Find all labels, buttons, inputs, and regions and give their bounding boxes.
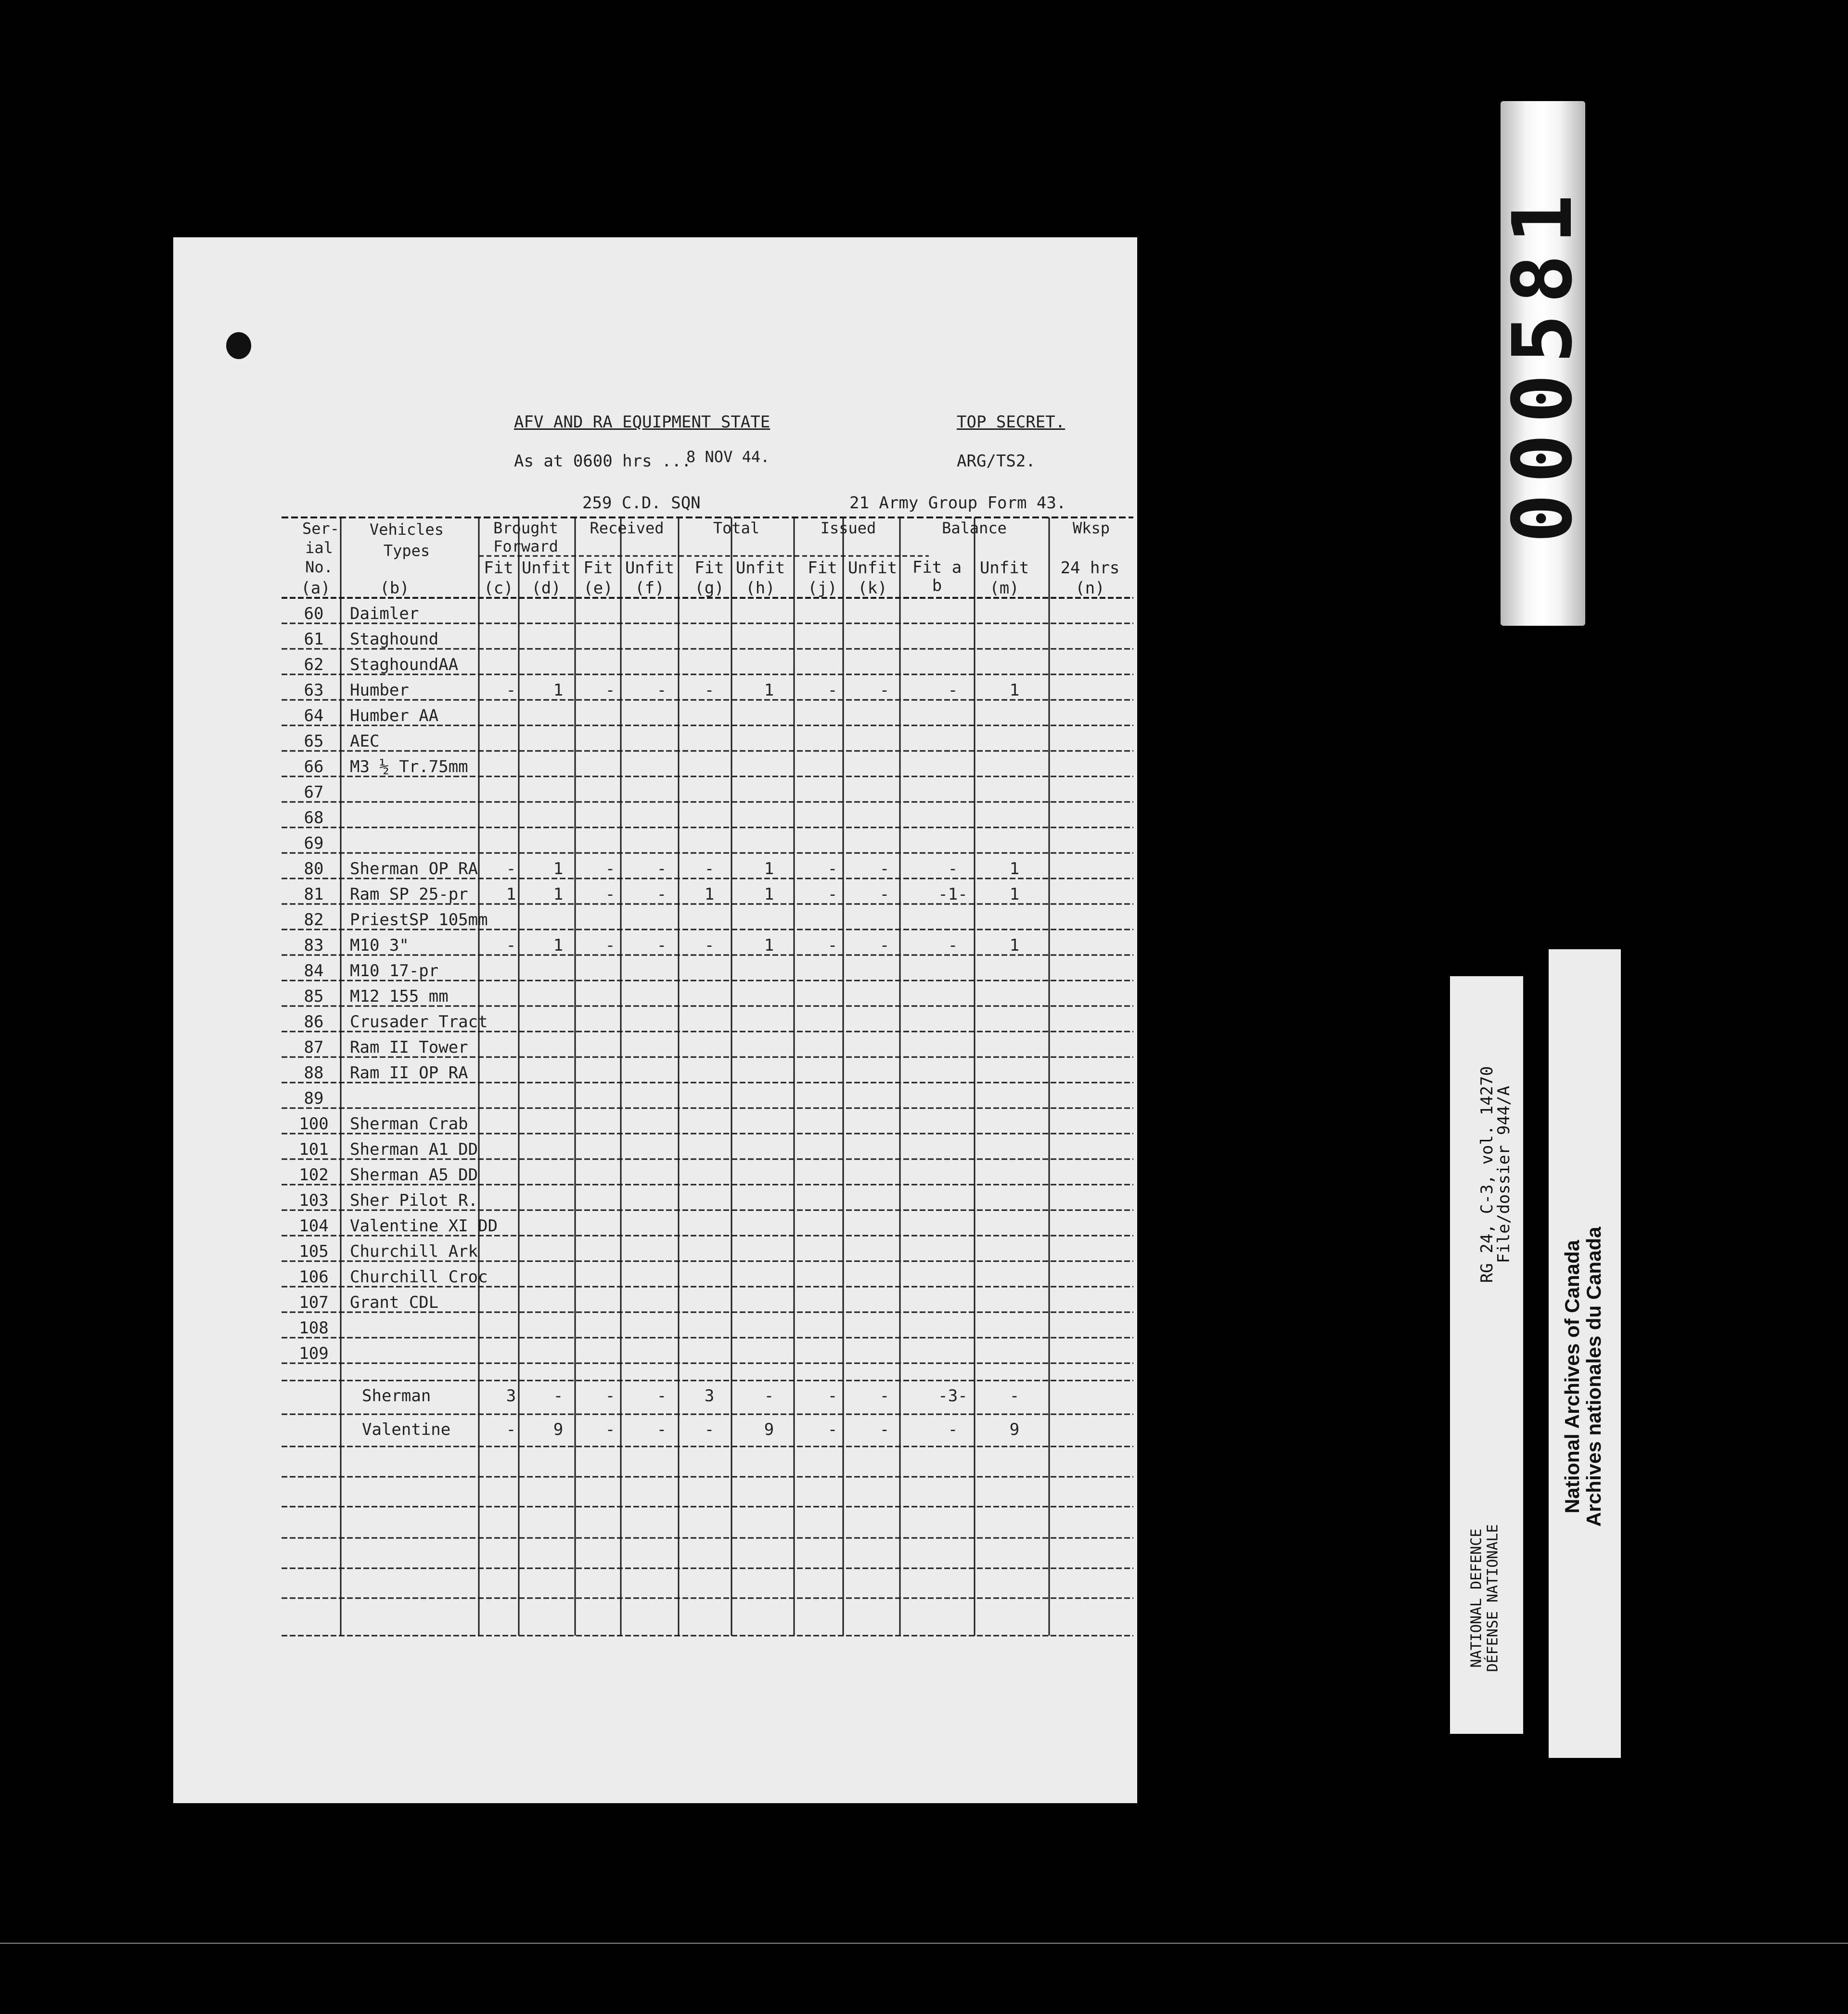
subheader-fit: Fit — [484, 558, 513, 578]
vehicle-type: PriestSP 105mm — [350, 910, 488, 930]
department-line-2: DÉFENSE NATIONALE — [1484, 1524, 1502, 1672]
value-cell: 1 — [1009, 859, 1020, 878]
serial-number: 86 — [304, 1012, 324, 1032]
vehicle-type: Ram II Tower — [350, 1038, 468, 1057]
vehicle-type: Staghound — [350, 630, 439, 649]
serial-number: 102 — [299, 1165, 329, 1185]
vehicle-type: Sherman Crab — [350, 1114, 468, 1134]
serial-number: 84 — [304, 961, 324, 981]
value-cell: - — [605, 681, 616, 700]
serial-number: 108 — [299, 1318, 329, 1338]
value-cell: 9 — [1009, 1420, 1020, 1439]
value-cell: 1 — [764, 936, 774, 955]
serial-number: 63 — [304, 681, 324, 700]
header-balance: Balance — [942, 519, 1007, 537]
serial-number: 60 — [304, 604, 324, 623]
serial-number: 100 — [299, 1114, 329, 1134]
serial-number: 85 — [304, 987, 324, 1006]
value-cell: - — [879, 1386, 890, 1406]
col-letter-m: (m) — [989, 579, 1019, 598]
reference-line-2: File/dossier 944/A — [1494, 1085, 1514, 1264]
value-cell: 1 — [1009, 936, 1020, 955]
value-cell: - — [506, 936, 516, 955]
serial-number: 82 — [304, 910, 324, 930]
value-cell: - — [948, 936, 958, 955]
vehicle-type: M10 17-pr — [350, 961, 439, 981]
value-cell: 1 — [553, 885, 564, 904]
value-cell: 1 — [553, 936, 564, 955]
header-issued: Issued — [820, 519, 876, 537]
col-letter-f: (f) — [635, 579, 665, 598]
header-wksp: Wksp — [1072, 519, 1110, 537]
subheader-fit: Fit — [808, 558, 837, 578]
subheader-unfit: Unfit — [521, 558, 571, 578]
as-at-label: As at 0600 hrs ... — [514, 452, 692, 471]
vehicle-type: Sherman A1 DD — [350, 1140, 478, 1159]
value-cell: 1 — [553, 859, 564, 878]
value-cell: - — [506, 681, 516, 700]
value-cell: - — [605, 936, 616, 955]
vehicle-type: Valentine XI DD — [350, 1216, 498, 1236]
value-cell: 1 — [764, 885, 774, 904]
vehicle-type: Sherman A5 DD — [350, 1165, 478, 1185]
subheader-unfit: Unfit — [625, 558, 675, 578]
value-cell: 1 — [1009, 681, 1020, 700]
value-cell: - — [879, 681, 890, 700]
serial-number: 65 — [304, 732, 324, 751]
value-cell: -3- — [938, 1386, 968, 1406]
vehicle-type: M12 155 mm — [350, 987, 449, 1006]
value-cell: - — [879, 885, 890, 904]
col-letter-h: (h) — [745, 579, 775, 598]
vehicle-type: Churchill Ark — [350, 1242, 478, 1261]
vehicle-type: AEC — [350, 732, 380, 751]
value-cell: - — [605, 885, 616, 904]
serial-number: 101 — [299, 1140, 329, 1159]
value-cell: - — [948, 1420, 958, 1439]
value-cell: - — [506, 1420, 516, 1439]
vehicle-type: Grant CDL — [350, 1293, 439, 1312]
value-cell: - — [656, 681, 667, 700]
col-letter-b: (b) — [380, 579, 410, 598]
vehicle-type: Churchill Croc — [350, 1267, 488, 1287]
subheader-unfit: Unfit — [847, 558, 898, 578]
subheader-unfit: Unfit — [735, 558, 785, 578]
vehicle-type: M10 3" — [350, 936, 409, 955]
serial-number: 80 — [304, 859, 324, 878]
subheader-fit-ab: Fit a b — [912, 558, 962, 595]
header-received: Received — [590, 519, 664, 537]
department-line-1: NATIONAL DEFENCE — [1468, 1528, 1485, 1668]
archives-name-fr: Archives nationales du Canada — [1582, 1226, 1605, 1527]
serial-number: 67 — [304, 783, 324, 802]
document-title: AFV AND RA EQUIPMENT STATE — [514, 413, 770, 432]
value-cell: - — [506, 859, 516, 878]
form-number: 21 Army Group Form 43. — [849, 493, 1066, 513]
value-cell: - — [827, 1420, 838, 1439]
serial-number: 103 — [299, 1191, 329, 1210]
value-cell: - — [656, 859, 667, 878]
value-cell: - — [879, 859, 890, 878]
serial-number: 107 — [299, 1293, 329, 1312]
subheader-fit: Fit — [694, 558, 724, 578]
serial-number: 68 — [304, 808, 324, 827]
vehicle-type: Ram SP 25-pr — [350, 885, 468, 904]
value-cell: - — [827, 859, 838, 878]
vehicle-type: Humber — [350, 681, 409, 700]
serial-number: 62 — [304, 655, 324, 674]
value-cell: - — [704, 936, 715, 955]
value-cell: 1 — [1009, 885, 1020, 904]
vehicle-type: Humber AA — [350, 706, 439, 725]
classification-label: TOP SECRET. — [957, 413, 1065, 432]
extra-vehicle-type: Sherman — [362, 1386, 431, 1406]
col-letter-k: (k) — [858, 579, 887, 598]
subheader-24-hrs: 24 hrs — [1060, 558, 1120, 578]
extra-vehicle-type: Valentine — [362, 1420, 451, 1439]
as-at-date: 8 NOV 44. — [686, 448, 770, 466]
reference-number: ARG/TS2. — [957, 452, 1036, 471]
value-cell: - — [764, 1386, 774, 1406]
value-cell: - — [827, 1386, 838, 1406]
value-cell: - — [704, 1420, 715, 1439]
value-cell: 1 — [553, 681, 564, 700]
value-cell: - — [656, 885, 667, 904]
value-cell: - — [605, 1420, 616, 1439]
value-cell: 1 — [704, 885, 715, 904]
vehicle-type: Sherman OP RA — [350, 859, 478, 878]
serial-number: 61 — [304, 630, 324, 649]
value-cell: - — [605, 1386, 616, 1406]
header-serial: Ser-ial No. — [302, 519, 340, 576]
unit-name: 259 C.D. SQN — [582, 493, 701, 513]
value-cell: - — [948, 681, 958, 700]
value-cell: 9 — [764, 1420, 774, 1439]
col-letter-j: (j) — [808, 579, 837, 598]
value-cell: 1 — [506, 885, 516, 904]
value-cell: - — [656, 1386, 667, 1406]
frame-number: 000581 — [1495, 183, 1591, 543]
serial-number: 106 — [299, 1267, 329, 1287]
value-cell: - — [879, 936, 890, 955]
value-cell: - — [704, 681, 715, 700]
header-brought-forward: Brought Forward — [493, 519, 558, 555]
value-cell: - — [704, 859, 715, 878]
value-cell: - — [656, 936, 667, 955]
serial-number: 81 — [304, 885, 324, 904]
scanner-ruler-line — [0, 1943, 1848, 1944]
serial-number: 89 — [304, 1089, 324, 1108]
col-letter-n: (n) — [1075, 579, 1105, 598]
value-cell: - — [1009, 1386, 1020, 1406]
serial-number: 64 — [304, 706, 324, 725]
value-cell: -1- — [938, 885, 968, 904]
vehicle-type: M3 ½ Tr.75mm — [350, 757, 468, 776]
value-cell: 1 — [764, 681, 774, 700]
value-cell: - — [656, 1420, 667, 1439]
vehicle-type: Daimler — [350, 604, 419, 623]
serial-number: 83 — [304, 936, 324, 955]
value-cell: - — [553, 1386, 564, 1406]
value-cell: - — [879, 1420, 890, 1439]
vehicle-type: Ram II OP RA — [350, 1063, 468, 1083]
vehicle-type: Sher Pilot R. — [350, 1191, 478, 1210]
serial-number: 109 — [299, 1344, 329, 1363]
value-cell: - — [827, 681, 838, 700]
serial-number: 105 — [299, 1242, 329, 1261]
col-letter-d: (d) — [531, 579, 561, 598]
archives-name-en: National Archives of Canada — [1561, 1240, 1583, 1513]
header-total: Total — [713, 519, 760, 537]
value-cell: 9 — [553, 1420, 564, 1439]
serial-number: 104 — [299, 1216, 329, 1236]
value-cell: - — [605, 859, 616, 878]
col-letter-e: (e) — [583, 579, 613, 598]
value-cell: - — [948, 859, 958, 878]
value-cell: 1 — [764, 859, 774, 878]
vehicle-type: Crusader Tract — [350, 1012, 488, 1032]
value-cell: 3 — [506, 1386, 516, 1406]
value-cell: - — [827, 885, 838, 904]
vehicle-type: StaghoundAA — [350, 655, 459, 674]
serial-number: 88 — [304, 1063, 324, 1083]
serial-number: 87 — [304, 1038, 324, 1057]
value-cell: 3 — [704, 1386, 715, 1406]
subheader-fit: Fit — [583, 558, 613, 578]
col-letter-g: (g) — [694, 579, 724, 598]
header-vehicle-types: Vehicles Types — [369, 520, 444, 560]
col-letter-a: (a) — [301, 579, 331, 598]
reference-line-1: RG 24, C-3, vol. 14270 — [1477, 1066, 1497, 1283]
serial-number: 66 — [304, 757, 324, 776]
value-cell: - — [827, 936, 838, 955]
serial-number: 69 — [304, 834, 324, 853]
subheader-unfit: Unfit — [979, 558, 1029, 578]
col-letter-c: (c) — [484, 579, 513, 598]
